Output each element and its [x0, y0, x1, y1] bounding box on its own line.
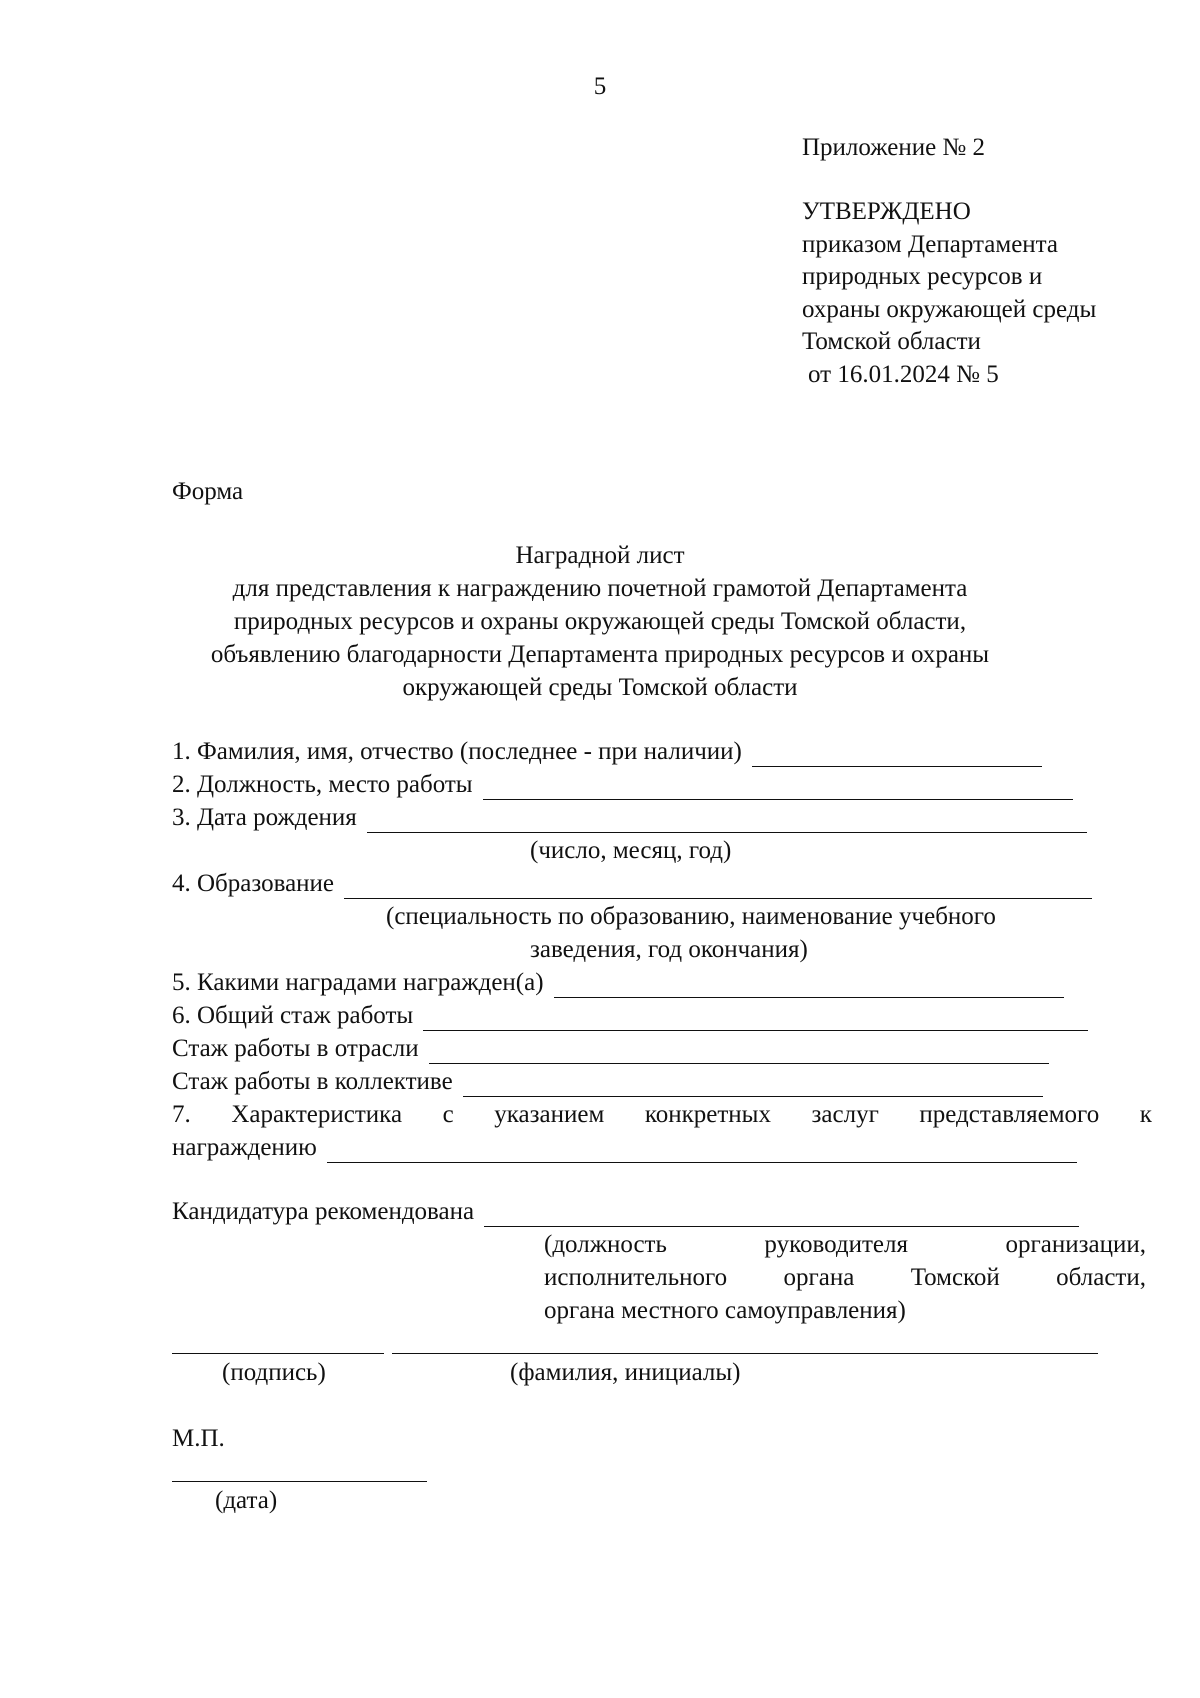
word: организации, [1005, 1231, 1146, 1258]
field-awards [172, 968, 1064, 998]
education-blank[interactable] [344, 874, 1092, 899]
field-hint: (число, месяц, год) [530, 837, 732, 864]
word: 7. [172, 1101, 191, 1128]
recommendation-blank[interactable] [484, 1202, 1079, 1227]
position-blank[interactable] [483, 775, 1073, 800]
field-characteristic-cont [172, 1133, 1077, 1163]
appendix-label: Приложение № 2 [802, 134, 986, 161]
recommendation-hint-line [544, 1230, 1146, 1260]
name-initials-blank[interactable] [392, 1353, 1098, 1354]
field-hint: (специальность по образованию, наименование учебного [386, 903, 996, 930]
title-line: объявлению благодарности Департамента природных ресурсов и охраны [210, 641, 990, 668]
field-label: Стаж работы в отрасли [172, 1035, 419, 1062]
word: конкретных [644, 1101, 771, 1128]
word: исполнительного [544, 1264, 728, 1291]
word: области, [1056, 1264, 1146, 1291]
date-blank[interactable] [172, 1481, 427, 1482]
full-name-blank[interactable] [752, 742, 1042, 767]
order-line: природных ресурсов и [802, 263, 1043, 290]
word: Томской [910, 1264, 1000, 1291]
order-line: охраны окружающей среды [802, 296, 1097, 323]
field-industry-experience [172, 1034, 1049, 1064]
field-label: 2. Должность, место работы [172, 771, 473, 798]
field-label: 5. Какими наградами награжден(а) [172, 969, 544, 996]
total-experience-blank[interactable] [423, 1006, 1088, 1031]
characteristic-blank[interactable] [327, 1138, 1077, 1163]
form-label: Форма [172, 478, 244, 505]
page-number: 5 [593, 73, 607, 100]
field-label: 3. Дата рождения [172, 804, 357, 831]
stamp-label: М.П. [172, 1425, 225, 1452]
field-hint: заведения, год окончания) [530, 936, 808, 963]
field-total-experience [172, 1001, 1088, 1031]
field-label: 6. Общий стаж работы [172, 1002, 414, 1029]
name-hint: (фамилия, инициалы) [510, 1359, 741, 1386]
signature-hint: (подпись) [222, 1359, 326, 1386]
recommendation-hint-line [544, 1263, 1146, 1293]
order-line: приказом Департамента [802, 231, 1058, 258]
recommendation-row [172, 1197, 1079, 1227]
recommendation-label: Кандидатура рекомендована [172, 1198, 475, 1225]
title-main: Наградной лист [515, 542, 685, 569]
awards-blank[interactable] [554, 973, 1064, 998]
industry-experience-blank[interactable] [429, 1039, 1049, 1064]
word: руководителя [764, 1231, 908, 1258]
field-label: Стаж работы в коллективе [172, 1068, 453, 1095]
date-hint: (дата) [215, 1487, 278, 1514]
field-characteristic [172, 1100, 1152, 1130]
word: Характеристика [231, 1101, 403, 1128]
order-line: от 16.01.2024 № 5 [808, 361, 999, 388]
recommendation-hint-line: органа местного самоуправления) [544, 1297, 906, 1324]
title-line: окружающей среды Томской области [402, 674, 798, 701]
word: представляемого [919, 1101, 1100, 1128]
word: (должность [544, 1231, 667, 1258]
team-experience-blank[interactable] [463, 1072, 1043, 1097]
order-line: Томской области [802, 328, 981, 355]
field-label: 4. Образование [172, 870, 335, 897]
field-label: награждению [172, 1134, 317, 1161]
field-team-experience [172, 1067, 1043, 1097]
field-label: 1. Фамилия, имя, отчество (последнее - при наличии) [172, 738, 742, 765]
word: с [442, 1101, 454, 1128]
field-position [172, 770, 1073, 800]
word: органа [783, 1264, 855, 1291]
birth-date-blank[interactable] [367, 808, 1087, 833]
field-full-name [172, 737, 1042, 767]
title-line: природных ресурсов и охраны окружающей среды Томской области, [233, 608, 967, 635]
signature-blank[interactable] [172, 1353, 384, 1354]
field-education [172, 869, 1092, 899]
word: указанием [494, 1101, 605, 1128]
word: к [1139, 1101, 1152, 1128]
approved-label: УТВЕРЖДЕНО [802, 198, 971, 225]
field-birth-date [172, 803, 1087, 833]
word: заслуг [811, 1101, 879, 1128]
title-line: для представления к награждению почетной грамотой Департамента [232, 575, 968, 602]
